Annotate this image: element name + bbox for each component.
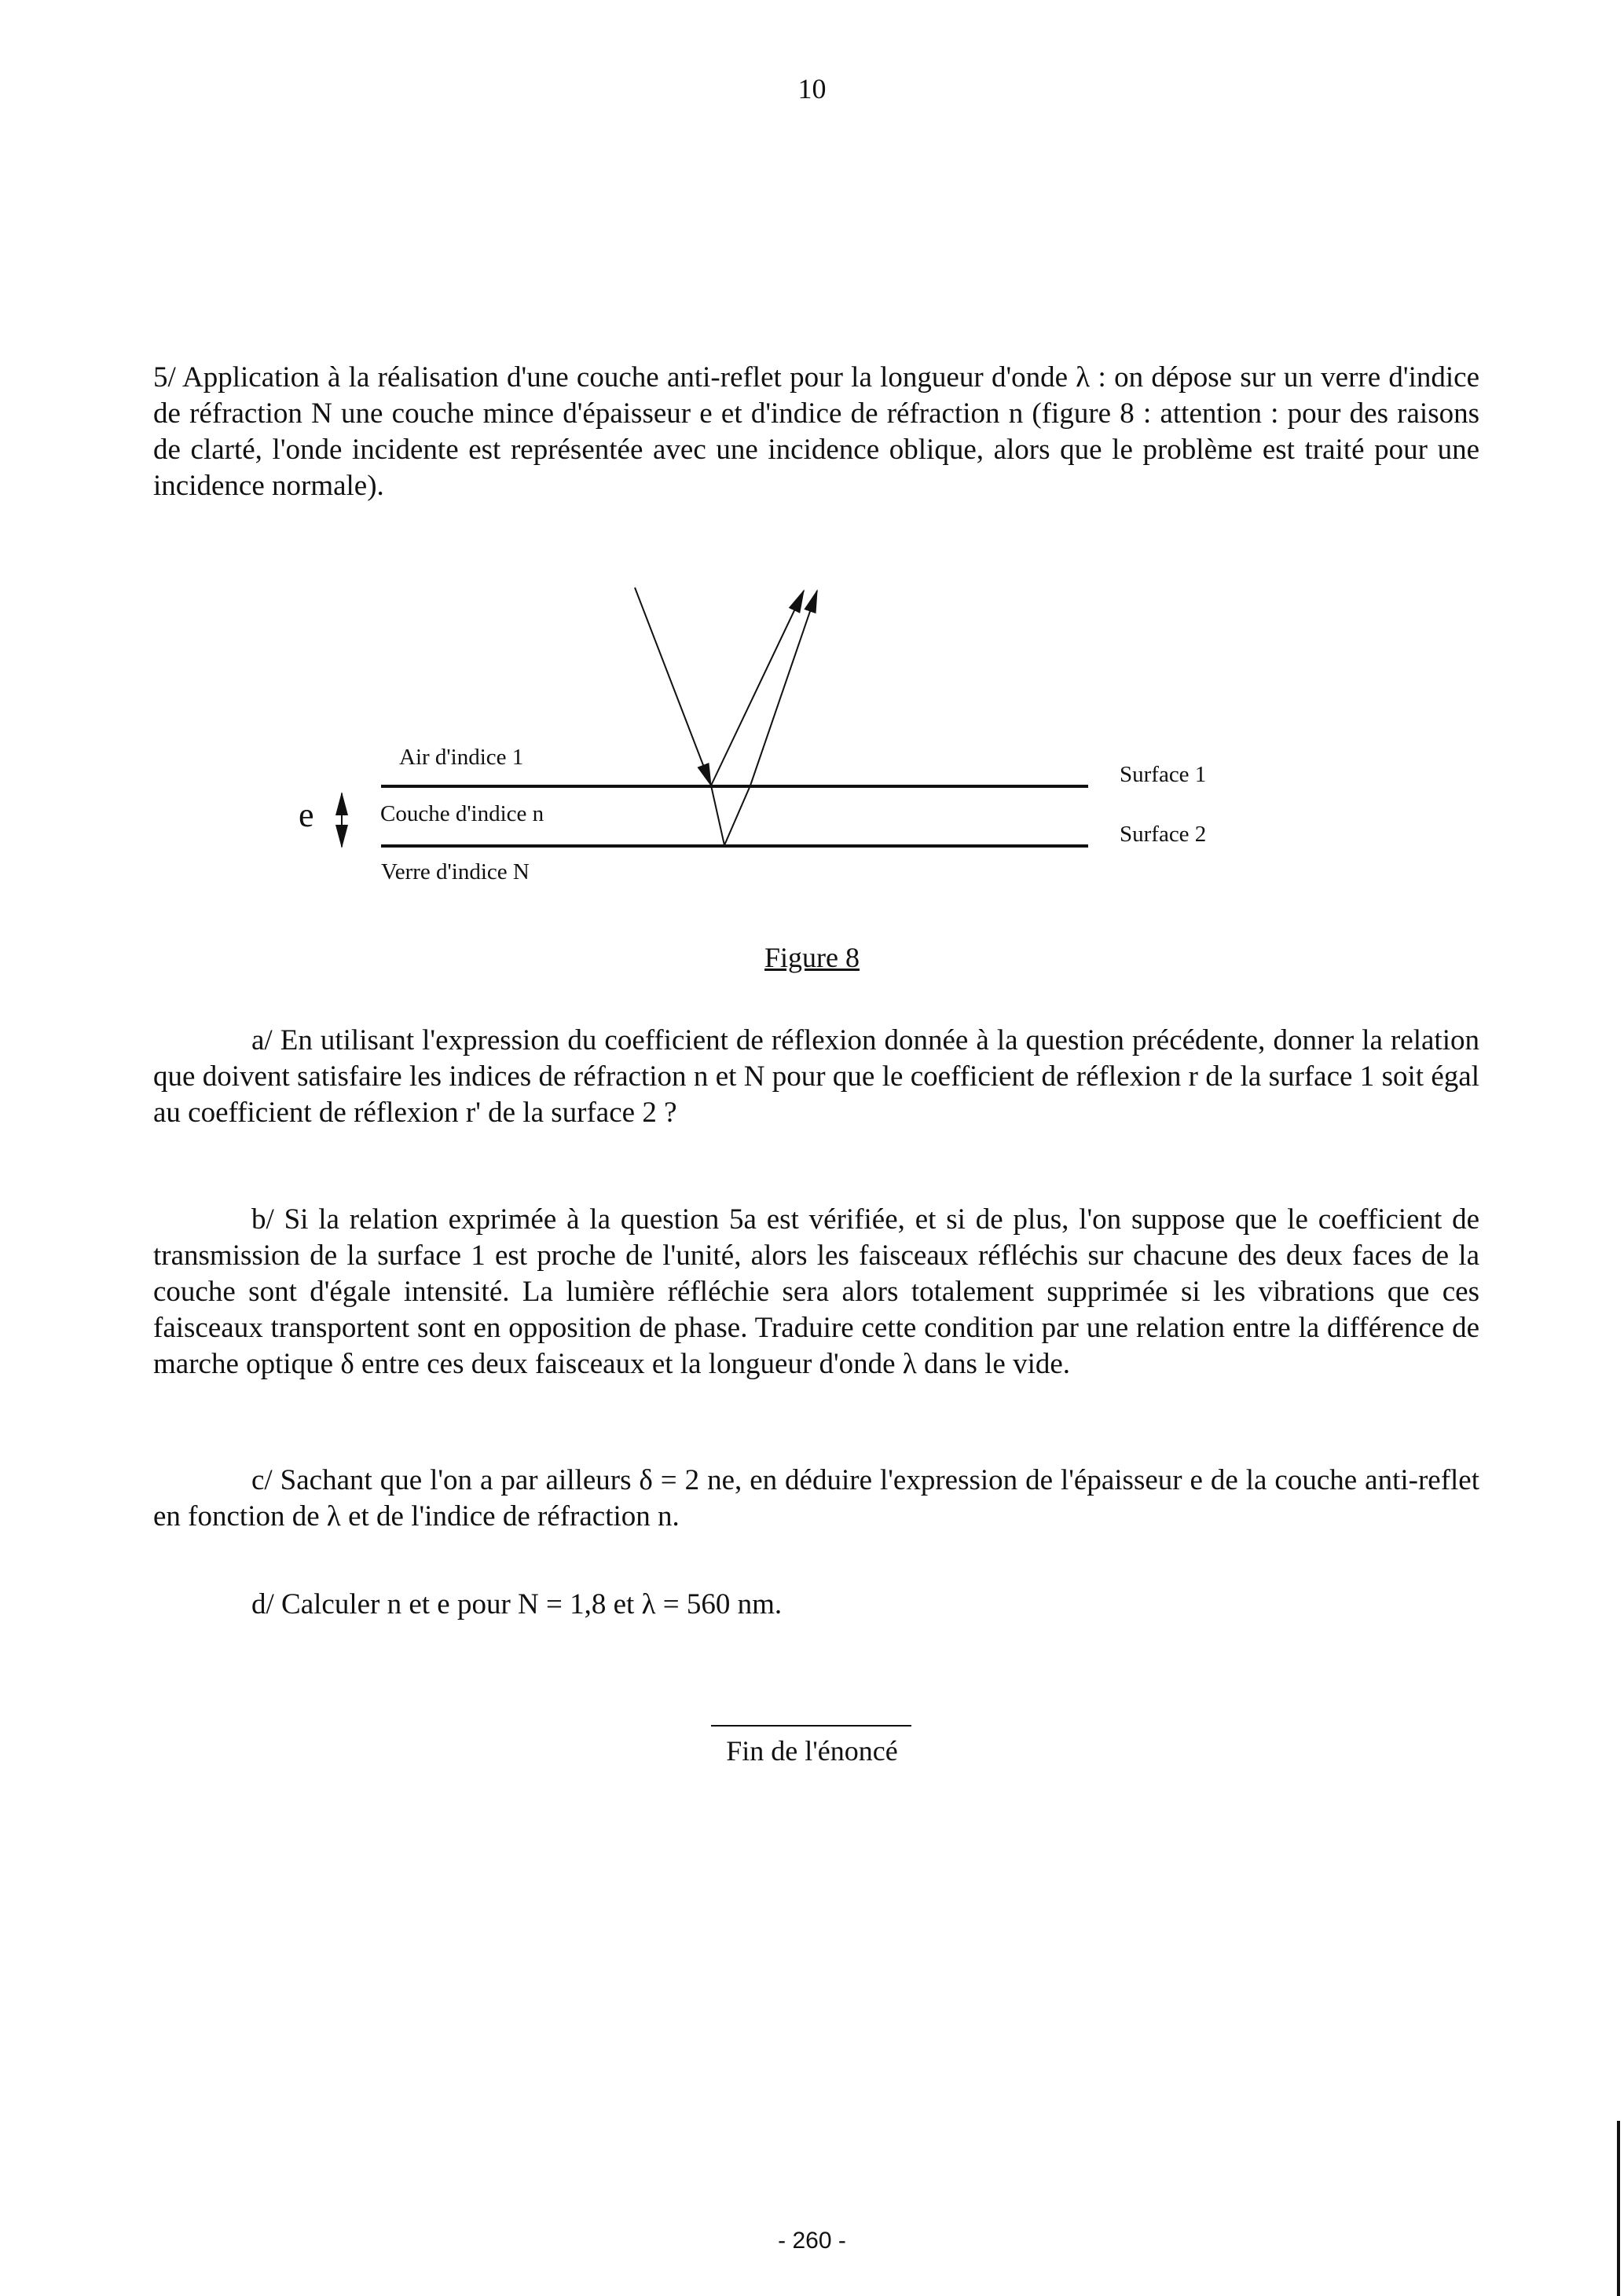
label-thickness: e [299,796,314,834]
label-surface-2: Surface 2 [1120,822,1207,847]
question-c: c/ Sachant que l'on a par ailleurs δ = 2 ne, en déduire l'expression de l'épaisseur e de la couche anti-reflet en fonction de λ et de l'indice de réfraction n. [153,1464,1479,1532]
reflected-ray-2 [750,591,817,785]
refracted-ray [711,785,750,845]
scan-edge [1617,2121,1620,2296]
label-surface-1: Surface 1 [1120,762,1207,787]
label-air: Air d'indice 1 [399,745,524,770]
label-glass: Verre d'indice N [381,859,530,884]
incident-ray [635,588,711,785]
end-text: Fin de l'énoncé [726,1735,898,1767]
question-d: d/ Calculer n et e pour N = 1,8 et λ = 560 nm. [251,1588,783,1620]
question-b: b/ Si la relation exprimée à la question 5a est vérifiée, et si de plus, l'on suppose que le coefficient de transmission de la surface 1 est proche de l'unité, alors les faisceaux réfléchis sur chacune des deux faces de la couche sont d'égale intensité. La lumière réfléchie sera alors totalement supprimée si les vibrations que ces faisceaux transportent sont en opposition de phase. Traduire cette condition par une relation entre la différence de marche optique δ entre ces deux faisceaux et la longueur d'onde λ dans le vide. [153,1203,1479,1380]
question-a: a/ En utilisant l'expression du coefficient de réflexion donnée à la question précédente, donner la relation que doivent satisfaire les indices de réfraction n et N pour que le coefficient de réflexion r de la surface 1 soit égal au coefficient de réflexion r' de la surface 2 ? [153,1024,1479,1129]
intro-paragraph: 5/ Application à la réalisation d'une couche anti-reflet pour la longueur d'onde λ : on dépose sur un verre d'indice de réfraction N une couche mince d'épaisseur e et d'indice de réfraction n (figure 8 : attention : pour des raisons de clarté, l'onde incidente est représentée avec une incidence oblique, alors que le problème est traité pour une incidence normale). [153,361,1479,502]
reflected-ray-1 [711,591,804,785]
label-layer: Couche d'indice n [380,801,544,826]
end-divider [711,1725,911,1727]
figure-caption: Figure 8 [764,942,860,973]
footer-page-number: - 260 - [778,2228,846,2254]
page-number-top: 10 [797,73,827,104]
